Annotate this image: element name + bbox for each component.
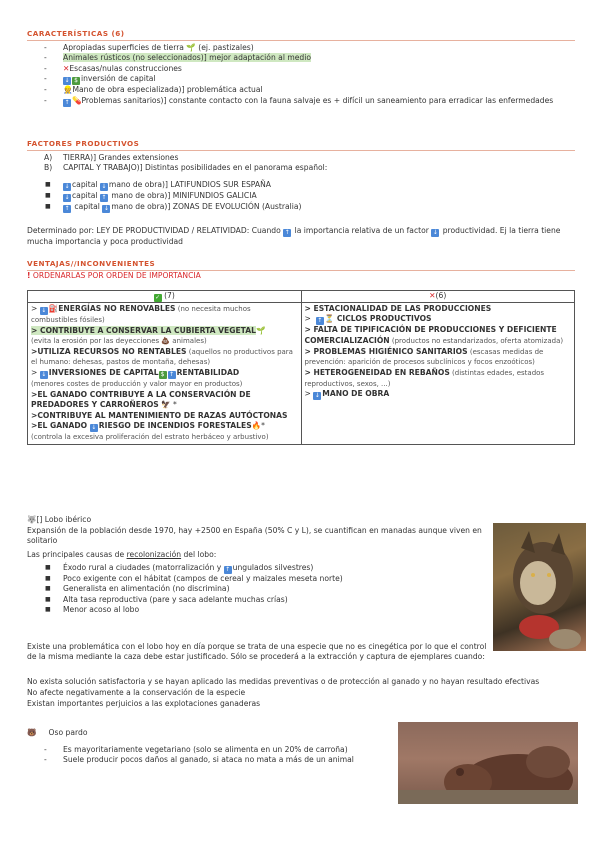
con-item: > ↓ MANO DE OBRA — [304, 389, 390, 400]
list-item: ■ Alta tasa reproductiva (pare y saca adelante muchas crías) — [44, 595, 484, 605]
lobo-intro: Expansión de la población desde 1970, hay +2500 en España (50% C y L), se cuantifican en manadas aunque viven en solitario — [27, 526, 482, 546]
pill-icon: 💊 — [72, 95, 82, 105]
check-icon: ✓ — [155, 294, 161, 301]
pro-item: >EL GANADO ↓ RIESGO DE INCENDIOS FORESTALES🔥* (controla la excesiva proliferación del estrato herbáceo y arbustivo) — [31, 421, 269, 442]
oso-list — [44, 745, 394, 766]
list-item: ■ Generalista en alimentación (no discrimina) — [44, 584, 484, 594]
bear-photo — [398, 722, 578, 804]
lobo-problem: Existe una problemática con el lobo hoy en día porque se trata de una especie que no es cinegética por lo que el control de la misma mediante la caza debe estar justificado. Sólo se procederá a la extracción y captura de ejemplares cuando: — [27, 642, 487, 662]
con-item: > ↑ ⏳ CICLOS PRODUCTIVOS — [304, 314, 432, 325]
lobo-causes-list — [44, 563, 484, 616]
wolf-photo — [493, 523, 586, 651]
down-arrow-icon: ↓ — [91, 424, 97, 432]
section-title-caracteristicas: CARACTERÍSTICAS (6) — [27, 29, 575, 41]
con-item: > HETEROGENEIDAD EN REBAÑOS (distintas edades, estados reproductivos, sexos, ...) — [304, 367, 545, 388]
list-item: - Animales rústicos (no seleccionados)] mejor adaptación al medio — [44, 53, 564, 63]
pro-item: > CONTRIBUYE A CONSERVAR LA CUBIERTA VEGETAL🌱 (evita la erosión por las deyecciones 💩 animales) — [31, 325, 266, 346]
list-item: - Suele producir pocos daños al ganado, si ataca no mata a más de un animal — [44, 755, 394, 765]
list-item: ■ ↑ capital ↓ mano de obra)] ZONAS DE EVOLUCIÓN (Australia) — [44, 202, 301, 213]
section-title-factores: FACTORES PRODUCTIVOS — [27, 139, 575, 151]
pro-item: >CONTRIBUYE AL MANTENIMIENTO DE RAZAS AUTÓCTONAS — [31, 410, 288, 420]
factores-sublist — [44, 180, 301, 213]
con-item: > PROBLEMAS HIGIÉNICO SANITARIOS (escasas medidas de prevención: aparición de procesos subclínicos y focos enzoóticos) — [304, 346, 544, 367]
up-arrow-icon: ↑ — [64, 98, 70, 106]
list-item: - Es mayoritariamente vegetariano (solo se alimenta en un 20% de carroña) — [44, 745, 394, 755]
up-arrow-icon: ↑ — [64, 205, 70, 212]
ventajas-table — [27, 290, 575, 445]
pro-item: >EL GANADO CONTRIBUYE A LA CONSERVACIÓN DE PREDADORES Y CARROÑEROS 🦅 * — [31, 389, 251, 410]
list-item: ■ Menor acoso al lobo — [44, 605, 484, 615]
list-item: ■ ↓ capital ↑ mano de obra)] MINIFUNDIOS GALICIA — [44, 191, 301, 202]
con-item: > ESTACIONALIDAD DE LAS PRODUCCIONES — [304, 304, 492, 313]
con-item: > FALTA DE TIPIFICACIÓN DE PRODUCCIONES Y DEFICIENTE COMERCIALIZACIÓN (productos no estandarizados, oferta atomizada) — [304, 325, 564, 345]
up-arrow-icon: ↑ — [284, 229, 290, 236]
ley-productividad-text: Determinado por: LEY DE PRODUCTIVIDAD / RELATIVIDAD: Cuando ↑ la importancia relativa de un factor ↓ productividad. Ej la tierra tiene mucha importancia y poca productividad — [27, 226, 561, 246]
worker-icon: 👷 — [63, 85, 73, 95]
lobo-causes-heading: Las principales causas de recolonización del lobo: — [27, 550, 217, 559]
pro-item: > ↓ INVERSIONES DE CAPITAL $ ↑ RENTABILIDAD (menores costes de producción y valor mayor en productos) — [31, 368, 243, 389]
down-arrow-icon: ↓ — [64, 194, 70, 201]
cross-icon: ✕ — [63, 63, 70, 73]
down-arrow-icon: ↓ — [432, 229, 438, 236]
list-item: ■ Poco exigente con el hábitat (campos de cereal y maizales meseta norte) — [44, 574, 484, 584]
exclamation-icon: ! — [27, 271, 31, 280]
list-item: ■ Éxodo rural a ciudades (matorralización y ↑ ungulados silvestres) — [44, 563, 484, 574]
warning-note: ! ORDENARLAS POR ORDEN DE IMPORTANCIA — [27, 271, 201, 280]
down-arrow-icon: ↓ — [314, 392, 320, 400]
caracteristicas-list — [44, 43, 564, 107]
fuel-icon: ⛽ — [48, 304, 59, 313]
cons-header: ✕(6) — [301, 291, 575, 303]
pro-item: > ↓ ⛽ENERGÍAS NO RENOVABLES (no necesita muchos combustibles fósiles) — [31, 304, 251, 324]
up-arrow-icon: ↑ — [225, 566, 231, 573]
money-icon: $ — [159, 371, 167, 379]
up-arrow-icon: ↑ — [169, 371, 175, 379]
pros-header: ✓ (7) — [28, 291, 302, 303]
list-item: A) TIERRA)] Grandes extensiones — [44, 153, 179, 162]
list-item: - 👷Mano de obra especializada)] problemática actual — [44, 85, 564, 95]
eagle-icon: 🦅 — [161, 400, 171, 410]
down-arrow-icon: ↓ — [64, 183, 70, 190]
down-arrow-icon: ↓ — [103, 205, 109, 212]
wolf-icon: 🐺 — [27, 515, 37, 524]
factores-list — [44, 153, 327, 174]
down-arrow-icon: ↓ — [101, 183, 107, 190]
up-arrow-icon: ↑ — [101, 194, 107, 201]
cons-cell — [301, 303, 575, 445]
down-arrow-icon: ↓ — [41, 307, 47, 314]
list-item: - ↓ $ inversión de capital — [44, 74, 564, 85]
oso-title: 🐻 Oso pardo — [27, 728, 88, 737]
fire-icon: 🔥 — [251, 421, 262, 431]
up-arrow-icon: ↑ — [317, 317, 323, 325]
list-item: B) CAPITAL Y TRABAJO)] Distintas posibilidades en el panorama español: — [44, 163, 328, 173]
list-item: - ↑ 💊Problemas sanitarios)] constante contacto con la fauna salvaje es + difícil un saneamiento para erradicar las enfermedades — [44, 96, 564, 107]
bear-illustration — [398, 722, 578, 804]
section-title-ventajas: VENTAJAS//INCONVENIENTES — [27, 259, 575, 271]
lobo-condition: No exista solución satisfactoria y se hayan aplicado las medidas preventivas o de protección al ganado y no hayan resultado efectivas — [27, 677, 540, 686]
cross-icon: ✕ — [429, 291, 436, 301]
down-arrow-icon: ↓ — [41, 371, 47, 379]
money-icon: $ — [72, 77, 80, 85]
sprout-icon: 🌱 — [255, 325, 266, 335]
pro-item: >UTILIZA RECURSOS NO RENTABLES (aquellos no productivos para el humano: dehesas, pastos de montaña, dehesas) — [31, 346, 293, 367]
bear-icon: 🐻 — [27, 728, 37, 737]
lobo-title: 🐺[] Lobo ibérico — [27, 515, 92, 524]
down-arrow-icon: ↓ — [64, 77, 70, 85]
sprout-icon: 🌱 — [186, 43, 196, 52]
wolf-illustration — [493, 523, 586, 651]
list-item: - ✕Escasas/nulas construcciones — [44, 64, 564, 74]
list-item: - Apropiadas superficies de tierra 🌱 (ej. pastizales) — [44, 43, 564, 53]
pros-cell — [28, 303, 302, 445]
list-item: ■ ↓ capital ↓ mano de obra)] LATIFUNDIOS SUR ESPAÑA — [44, 180, 301, 191]
hourglass-icon: ⏳ — [324, 314, 335, 324]
lobo-condition: Existan importantes perjuicios a las explotaciones ganaderas — [27, 699, 261, 708]
lobo-condition: No afecte negativamente a la conservación de la especie — [27, 688, 246, 697]
